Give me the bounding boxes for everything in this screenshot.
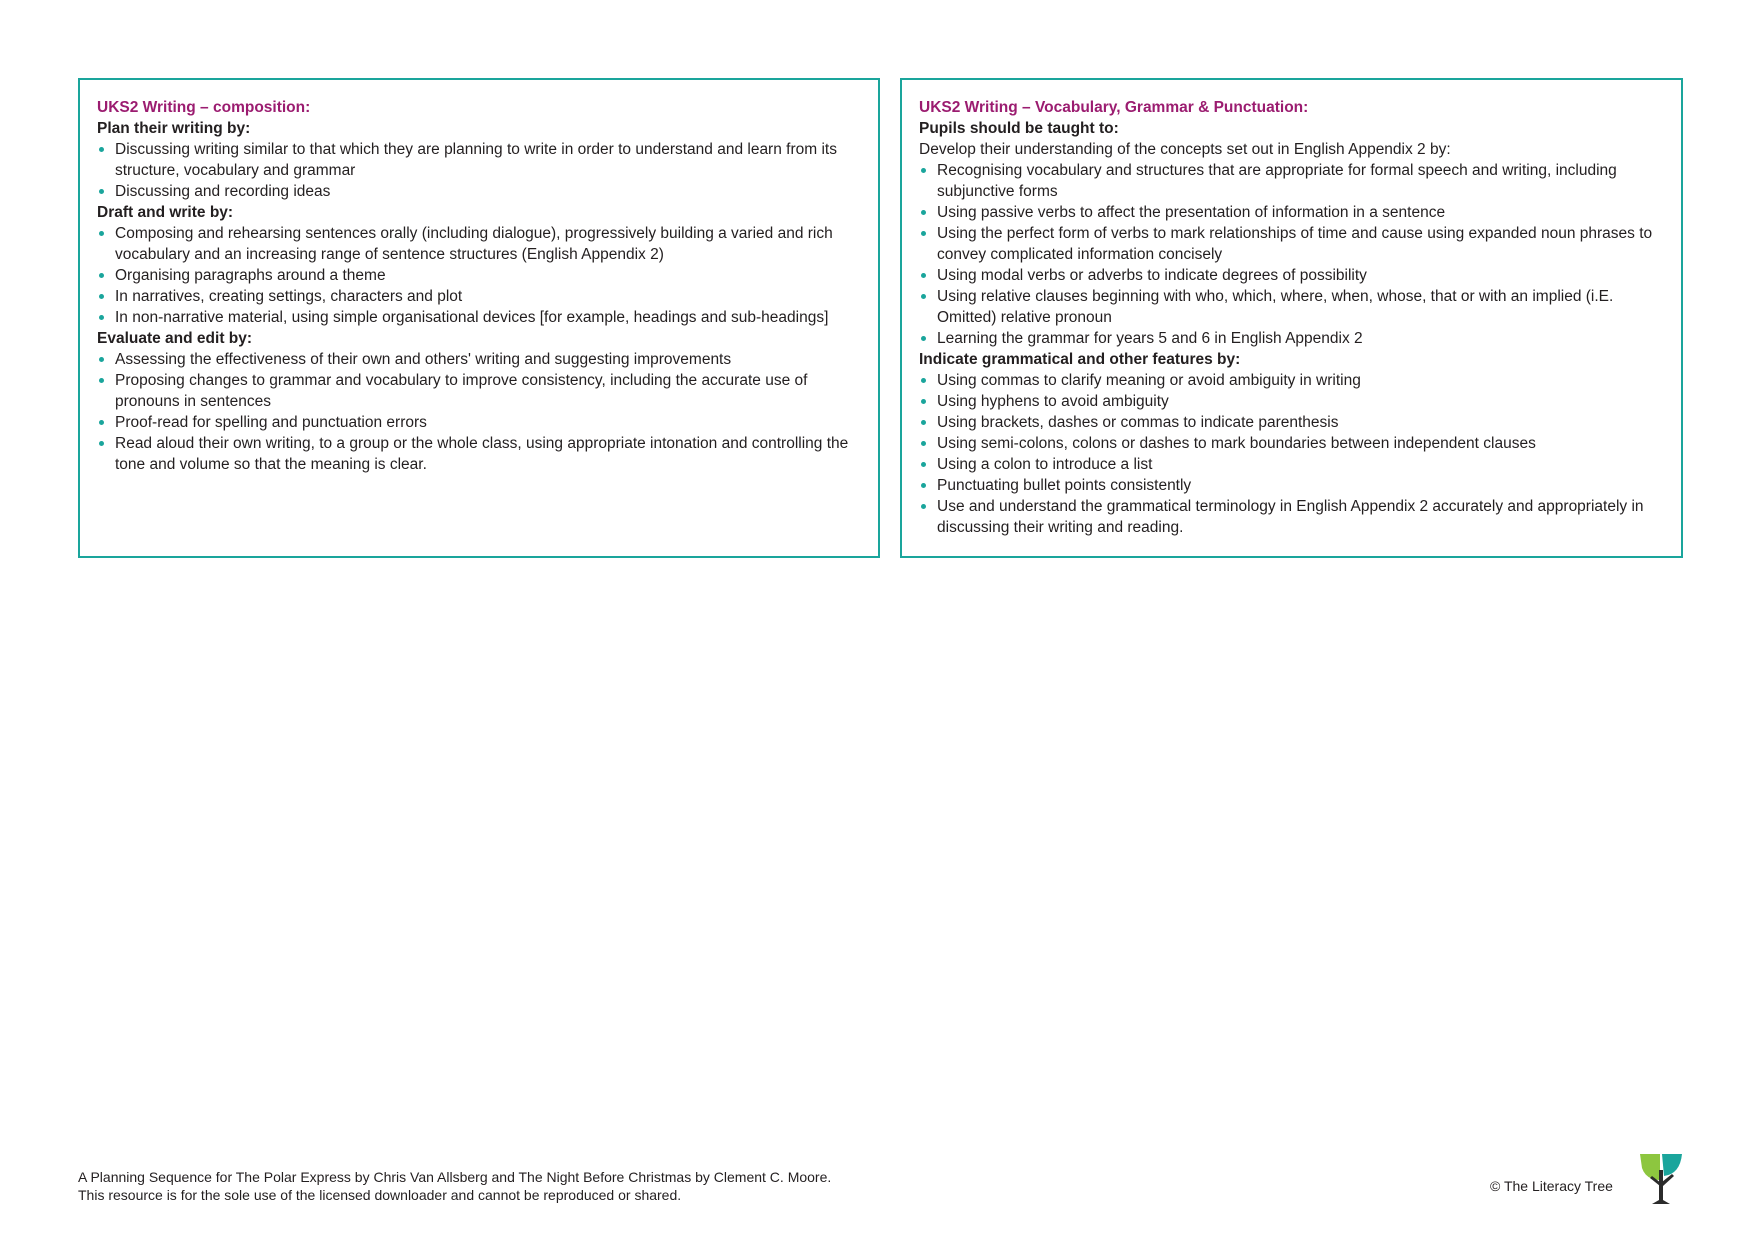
list-item: Using relative clauses beginning with who, which, where, when, whose, that or with an implied (i.E. Omitted) relative pronoun	[919, 286, 1664, 328]
section-heading: Indicate grammatical and other features by:	[919, 351, 1241, 368]
footer-line-1: A Planning Sequence for The Polar Express by Chris Van Allsberg and The Night Before Christmas by Clement C. Moore.	[78, 1169, 832, 1185]
list-item: Organising paragraphs around a theme	[97, 265, 861, 286]
list-item: Read aloud their own writing, to a group or the whole class, using appropriate intonation and controlling the tone and volume so that the meaning is clear.	[97, 433, 861, 475]
list-item: Use and understand the grammatical terminology in English Appendix 2 accurately and appropriately in discussing their writing and reading.	[919, 496, 1664, 538]
list-item: Using passive verbs to affect the presentation of information in a sentence	[919, 202, 1664, 223]
draft-section	[97, 202, 861, 328]
panel-title: UKS2 Writing – composition:	[97, 99, 311, 116]
features-section	[919, 349, 1664, 538]
list-item: Punctuating bullet points consistently	[919, 475, 1664, 496]
list-item: Assessing the effectiveness of their own and others' writing and suggesting improvements	[97, 349, 861, 370]
bullet-list	[919, 160, 1664, 349]
copyright-text: © The Literacy Tree	[1490, 1178, 1613, 1194]
list-item: Using a colon to introduce a list	[919, 454, 1664, 475]
list-item: Discussing and recording ideas	[97, 181, 861, 202]
list-item: Composing and rehearsing sentences orally (including dialogue), progressively building a varied and rich vocabulary and an increasing range of sentence structures (English Appendix 2)	[97, 223, 861, 265]
list-item: Proposing changes to grammar and vocabulary to improve consistency, including the accurate use of pronouns in sentences	[97, 370, 861, 412]
list-item: In narratives, creating settings, characters and plot	[97, 286, 861, 307]
taught-section	[919, 118, 1664, 349]
section-heading: Draft and write by:	[97, 204, 234, 221]
list-item: Using modal verbs or adverbs to indicate degrees of possibility	[919, 265, 1664, 286]
literacy-tree-logo-icon	[1638, 1152, 1684, 1204]
evaluate-section	[97, 328, 861, 475]
list-item: Using semi-colons, colons or dashes to mark boundaries between independent clauses	[919, 433, 1664, 454]
bullet-list	[97, 223, 861, 328]
plan-section	[97, 118, 861, 202]
panel-title: UKS2 Writing – Vocabulary, Grammar & Punctuation:	[919, 99, 1309, 116]
list-item: In non-narrative material, using simple organisational devices [for example, headings and sub-headings]	[97, 307, 861, 328]
list-item: Using hyphens to avoid ambiguity	[919, 391, 1664, 412]
list-item: Using the perfect form of verbs to mark relationships of time and cause using expanded noun phrases to convey complicated information concisely	[919, 223, 1664, 265]
bullet-list	[919, 370, 1664, 538]
list-item: Using brackets, dashes or commas to indicate parenthesis	[919, 412, 1664, 433]
section-intro: Develop their understanding of the concepts set out in English Appendix 2 by:	[919, 141, 1451, 158]
section-heading: Evaluate and edit by:	[97, 330, 253, 347]
list-item: Discussing writing similar to that which they are planning to write in order to understand and learn from its structure, vocabulary and grammar	[97, 139, 861, 181]
section-heading: Pupils should be taught to:	[919, 120, 1119, 137]
list-item: Using commas to clarify meaning or avoid ambiguity in writing	[919, 370, 1664, 391]
list-item: Recognising vocabulary and structures that are appropriate for formal speech and writing, including subjunctive forms	[919, 160, 1664, 202]
bullet-list	[97, 139, 861, 202]
footer-note	[78, 1168, 831, 1204]
bullet-list	[97, 349, 861, 475]
footer-line-2: This resource is for the sole use of the licensed downloader and cannot be reproduced or shared.	[78, 1187, 682, 1203]
section-heading: Plan their writing by:	[97, 120, 251, 137]
list-item: Learning the grammar for years 5 and 6 in English Appendix 2	[919, 328, 1664, 349]
list-item: Proof-read for spelling and punctuation errors	[97, 412, 861, 433]
composition-panel	[78, 78, 880, 558]
grammar-panel	[900, 78, 1683, 558]
